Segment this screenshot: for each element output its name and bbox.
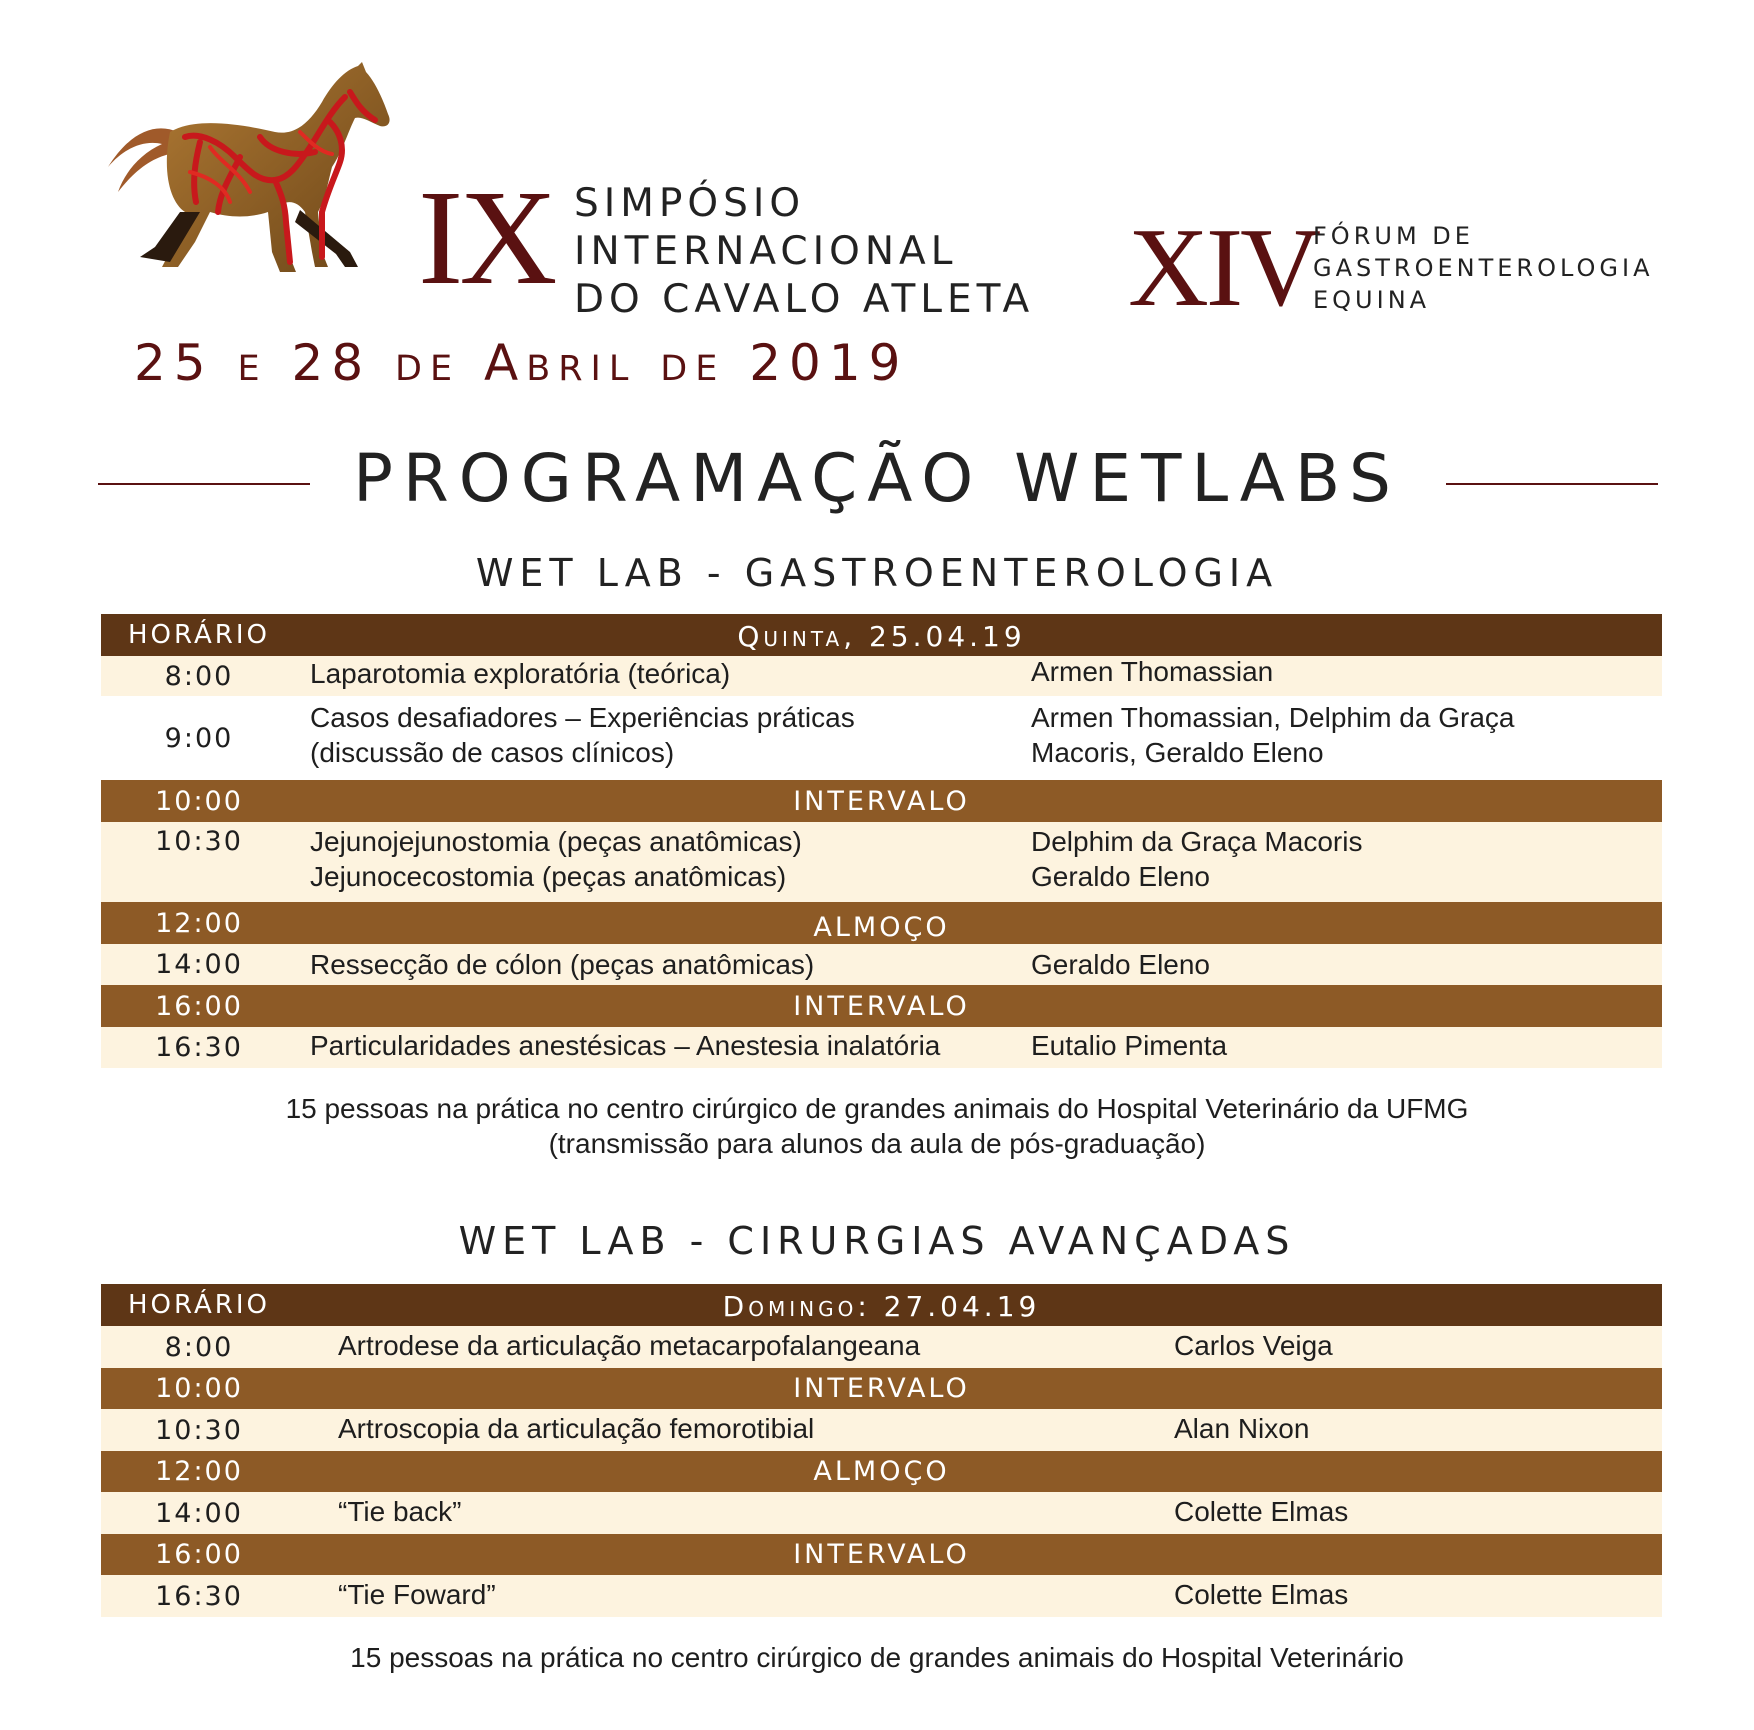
speaker-cell: Alan Nixon <box>1174 1413 1310 1444</box>
note-line: 15 pessoas na prática no centro cirúrgico de grandes animais do Hospital Veterinário <box>350 1642 1404 1673</box>
time-cell: 16:30 <box>155 1032 243 1063</box>
table-row <box>101 1409 1662 1451</box>
time-cell: 10:30 <box>155 1414 243 1446</box>
section-title-gastroenterologia: WET LAB - GASTROENTEROLOGIA <box>475 551 1279 595</box>
speaker-cell: Eutalio Pimenta <box>1031 1030 1228 1061</box>
break-label: INTERVALO <box>793 1373 970 1404</box>
break-label: ALMOÇO <box>813 1456 950 1487</box>
table-header-row <box>101 1284 1662 1326</box>
horse-logo <box>100 62 430 312</box>
symposium-title-line: DO CAVALO ATLETA <box>574 277 1035 322</box>
table-row <box>101 1326 1662 1368</box>
activity-cell: (discussão de casos clínicos) <box>310 737 675 768</box>
time-column-header: HORÁRIO <box>127 1290 270 1320</box>
speaker-cell: Carlos Veiga <box>1174 1330 1333 1361</box>
page-title: PROGRAMAÇÃO WETLABS <box>353 440 1401 517</box>
forum-title-line: FÓRUM DE <box>1313 222 1474 250</box>
activity-cell: Artrodese da articulação metacarpofalangeana <box>338 1330 921 1361</box>
time-cell: 14:00 <box>155 949 243 980</box>
title-divider-right <box>1446 483 1658 485</box>
speaker-cell: Colette Elmas <box>1174 1579 1349 1610</box>
time-cell: 16:30 <box>155 1580 243 1612</box>
break-label: INTERVALO <box>793 1539 970 1570</box>
activity-cell: Jejunocecostomia (peças anatômicas) <box>310 861 787 892</box>
section-title-cirurgias-avancadas: WET LAB - CIRURGIAS AVANÇADAS <box>458 1219 1296 1263</box>
break-label: INTERVALO <box>793 785 970 817</box>
time-cell: 8:00 <box>164 660 234 692</box>
section-note-cirurgias-avancadas <box>0 1640 1754 1675</box>
time-cell: 9:00 <box>164 722 234 754</box>
time-cell: 10:00 <box>155 1373 243 1404</box>
speaker-cell: Delphim da Graça Macoris <box>1031 826 1363 857</box>
break-row <box>101 1451 1662 1492</box>
symposium-title-line: INTERNACIONAL <box>574 229 958 274</box>
break-row <box>101 780 1662 822</box>
day-header: Quinta, 25.04.19 <box>737 620 1026 653</box>
day-header: Domingo: 27.04.19 <box>722 1290 1041 1323</box>
time-column-header: HORÁRIO <box>127 620 270 650</box>
break-row <box>101 902 1662 944</box>
speaker-cell: Geraldo Eleno <box>1031 949 1211 980</box>
roman-numeral-ix: IX <box>418 163 554 313</box>
symposium-title-line: SIMPÓSIO <box>574 181 806 226</box>
activity-cell: “Tie back” <box>338 1496 462 1527</box>
time-cell: 10:30 <box>155 826 243 857</box>
time-cell: 14:00 <box>155 1497 243 1529</box>
activity-cell: Jejunojejunostomia (peças anatômicas) <box>310 826 802 857</box>
time-cell: 8:00 <box>164 1331 234 1363</box>
break-label: ALMOÇO <box>813 912 950 943</box>
time-cell: 10:00 <box>155 785 243 817</box>
time-cell: 12:00 <box>155 907 243 939</box>
break-row <box>101 1368 1662 1409</box>
speaker-cell: Armen Thomassian, Delphim da Graça <box>1031 702 1515 733</box>
table-row <box>101 944 1662 985</box>
activity-cell: Casos desafiadores – Experiências práticas <box>310 702 855 733</box>
activity-cell: Artroscopia da articulação femorotibial <box>338 1413 815 1444</box>
time-cell: 16:00 <box>155 1539 243 1570</box>
activity-cell: Laparotomia exploratória (teórica) <box>310 658 731 689</box>
break-row <box>101 985 1662 1027</box>
note-line: 15 pessoas na prática no centro cirúrgico de grandes animais do Hospital Veterinário da UFMG <box>285 1093 1469 1124</box>
speaker-cell: Armen Thomassian <box>1031 656 1274 687</box>
activity-cell: “Tie Foward” <box>338 1579 496 1610</box>
speaker-cell: Colette Elmas <box>1174 1496 1349 1527</box>
schedule-table-cirurgias-avancadas <box>101 1284 1662 1617</box>
schedule-table-gastroenterologia <box>101 614 1662 1068</box>
activity-cell: Ressecção de cólon (peças anatômicas) <box>310 949 815 980</box>
table-row <box>101 696 1662 780</box>
table-row <box>101 1492 1662 1534</box>
roman-numeral-xiv: XIV <box>1128 206 1319 330</box>
speaker-cell: Macoris, Geraldo Eleno <box>1031 737 1324 768</box>
forum-title-line: GASTROENTEROLOGIA <box>1313 254 1654 282</box>
section-note-gastroenterologia <box>0 1091 1754 1161</box>
table-row <box>101 656 1662 696</box>
break-row <box>101 1534 1662 1575</box>
table-row <box>101 1575 1662 1617</box>
forum-title-line: EQUINA <box>1313 286 1431 314</box>
event-dates: 25 e 28 de Abril de 2019 <box>134 334 909 392</box>
table-row <box>101 1027 1662 1068</box>
time-cell: 12:00 <box>155 1456 243 1487</box>
table-row <box>101 822 1662 902</box>
table-header-row <box>101 614 1662 656</box>
time-cell: 16:00 <box>155 990 243 1022</box>
speaker-cell: Geraldo Eleno <box>1031 861 1211 892</box>
note-line: (transmissão para alunos da aula de pós-graduação) <box>548 1128 1206 1159</box>
activity-cell: Particularidades anestésicas – Anestesia inalatória <box>310 1030 941 1061</box>
break-label: INTERVALO <box>793 990 970 1022</box>
